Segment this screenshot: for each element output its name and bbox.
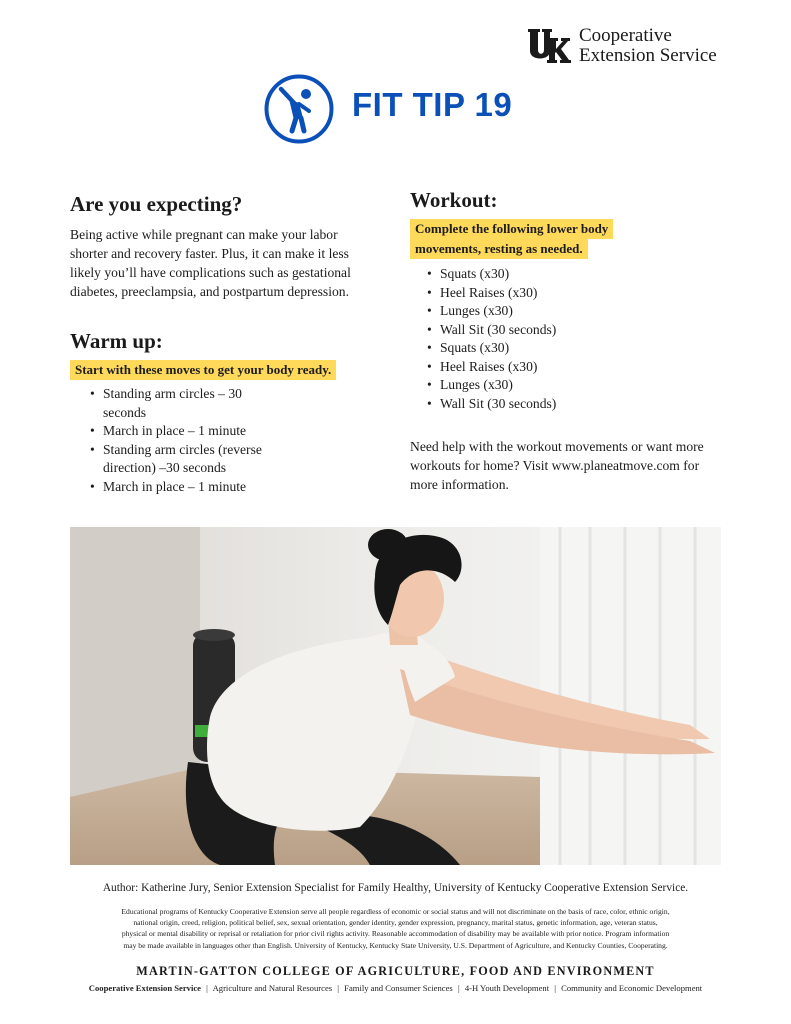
expecting-paragraph: [70, 225, 380, 301]
workout-list: [425, 265, 740, 413]
stretching-person-icon: [263, 73, 335, 145]
help-line: Need help with the workout movements or want more: [410, 439, 704, 454]
expecting-line: diabetes, preeclampsia, and postpartum depression.: [70, 284, 349, 299]
expecting-line: Being active while pregnant can make your labor: [70, 227, 338, 242]
author-credit: Author: Katherine Jury, Senior Extension Specialist for Family Healthy, University of Kentucky Cooperative Extension Service.: [102, 882, 689, 894]
workout-item: • Heel Raises (x30): [425, 358, 740, 377]
right-column: [410, 188, 740, 494]
unit-separator: |: [554, 983, 556, 993]
workout-item: • Lunges (x30): [425, 302, 740, 321]
warmup-item: • Standing arm circles – 30 seconds: [88, 385, 288, 422]
org-name-line1: Cooperative: [579, 25, 672, 46]
college-name: MARTIN-GATTON COLLEGE OF AGRICULTURE, FOOD AND ENVIRONMENT: [136, 964, 655, 978]
warmup-item: • March in place – 1 minute: [88, 478, 288, 497]
workout-item: • Heel Raises (x30): [425, 284, 740, 303]
help-line: more information.: [410, 477, 509, 492]
warmup-highlight: Start with these moves to get your body ready.: [70, 360, 336, 380]
expecting-line: likely you’ll have complications such as gestational: [70, 265, 351, 280]
unit-label: Agriculture and Natural Resources: [212, 983, 333, 993]
expecting-heading: Are you expecting?: [70, 192, 243, 216]
workout-highlight-line: Complete the following lower body: [410, 219, 613, 239]
workout-highlight: [410, 219, 740, 259]
left-column: [70, 192, 380, 496]
page-title: FIT TIP 19: [352, 86, 513, 123]
warmup-item: • March in place – 1 minute: [88, 422, 288, 441]
workout-heading: Workout:: [410, 188, 498, 212]
org-name: [579, 26, 717, 66]
legal-line: physical or mental disability or reprisal or retaliation for prior civil rights activity. Reasonable accommodation of disability may be available with prior notice. Program information: [121, 929, 670, 939]
unit-separator: |: [206, 983, 208, 993]
legal-line: may be made available in languages other than English. University of Kentucky, Kentucky State University, U.S. Department of Agriculture, and Kentucky Counties, Cooperating.: [123, 940, 668, 950]
unit-separator: |: [457, 983, 460, 993]
workout-help-text: [410, 437, 740, 494]
workout-highlight-line: movements, resting as needed.: [410, 239, 588, 259]
extension-units: [0, 983, 791, 993]
workout-item: • Lunges (x30): [425, 376, 740, 395]
expecting-line: shorter and recovery faster. Plus, it can make it less: [70, 246, 349, 261]
unit-label: Community and Economic Development: [561, 983, 703, 993]
workout-item: • Squats (x30): [425, 265, 740, 284]
legal-notice: [100, 906, 691, 951]
legal-line: Educational programs of Kentucky Cooperative Extension serve all people regardless of economic or social status and will not discriminate on the basis of race, color, ethnic origin,: [121, 907, 670, 916]
squat-photo: [70, 527, 721, 865]
uk-logo-mark: [527, 26, 571, 66]
warmup-list: [88, 385, 288, 496]
warmup-heading: Warm up:: [70, 329, 163, 353]
org-name-line2: Extension Service: [579, 45, 717, 66]
workout-item: • Wall Sit (30 seconds): [425, 395, 740, 414]
unit-label: Family and Consumer Sciences: [344, 983, 453, 993]
workout-item: • Squats (x30): [425, 339, 740, 358]
legal-line: national origin, creed, religion, political belief, sex, sexual orientation, gender identity, gender expression, pregnancy, marital status, genetic information, age, veteran status,: [133, 918, 658, 928]
unit-label: 4-H Youth Development: [464, 983, 550, 993]
warmup-item: • Standing arm circles (reverse direction) –30 seconds: [88, 441, 288, 478]
unit-separator: |: [337, 983, 340, 993]
help-line: workouts for home? Visit www.planeatmove.com for: [410, 458, 700, 473]
workout-item: • Wall Sit (30 seconds): [425, 321, 740, 340]
unit-label: Cooperative Extension Service: [88, 983, 201, 993]
